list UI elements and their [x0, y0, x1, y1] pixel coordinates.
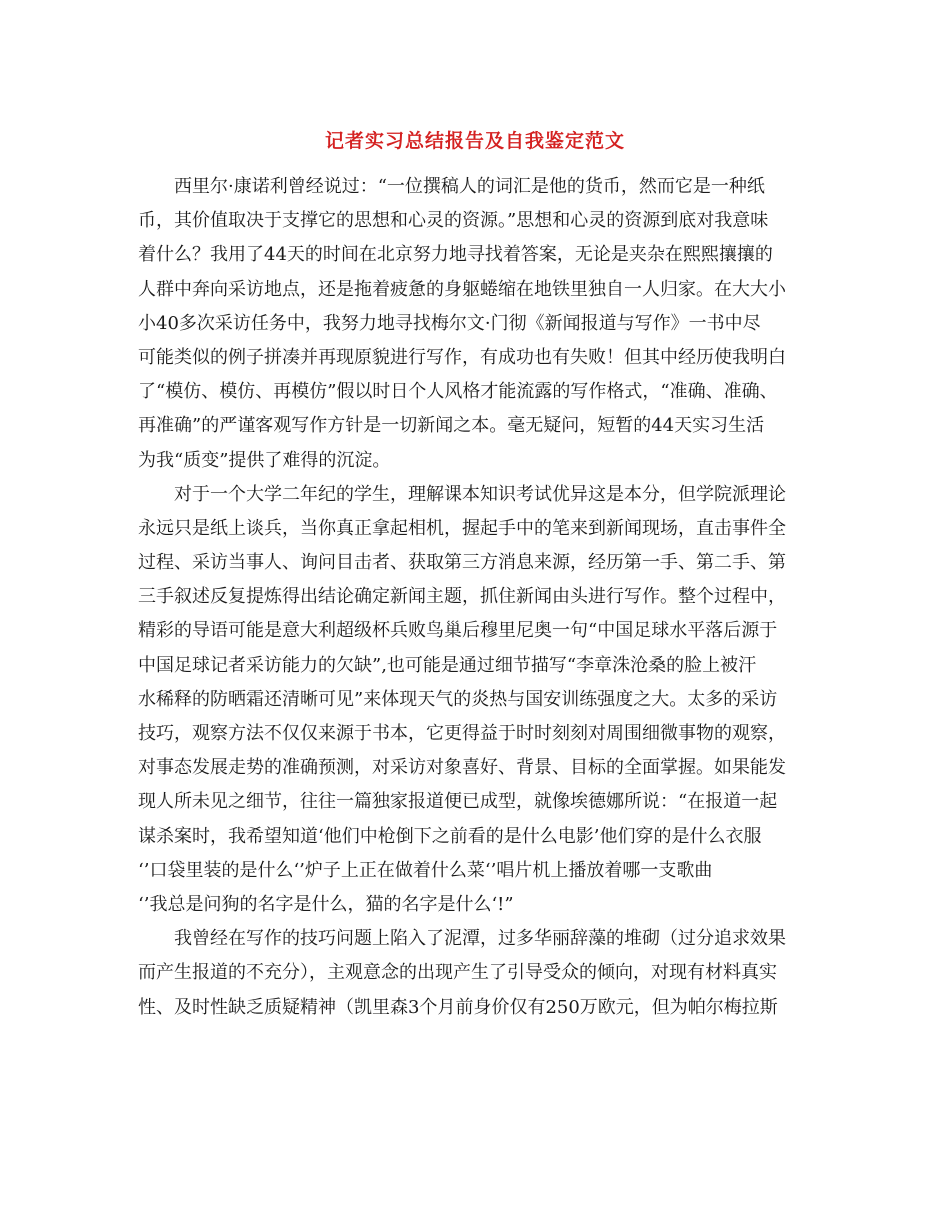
text-line: 水稀释的防晒霜还清晰可见”来体现天气的炎热与国安训练强度之大。太多的采访 — [138, 688, 778, 710]
text-line: 谋杀案时，我希望知道‘他们中枪倒下之前看的是什么电影’他们穿的是什么衣服 — [138, 825, 762, 847]
text-line: 西里尔·康诺利曾经说过：“一位撰稿人的词汇是他的货币，然而它是一种纸 — [174, 176, 765, 197]
text-line: 精彩的导语可能是意大利超级杯兵败鸟巢后穆里尼奥一句“中国足球水平落后源于 — [138, 620, 778, 642]
text-line: 技巧，观察方法不仅仅来源于书本，它更得益于时时刻刻对周围细微事物的观察， — [138, 723, 786, 744]
text-line: 了“模仿、模仿、再模仿”假以时日个人风格才能流露的写作格式，“准确、准确、 — [138, 381, 778, 403]
text-line: 为我“质变”提供了难得的沉淀。 — [138, 449, 391, 471]
text-line: 我曾经在写作的技巧问题上陷入了泥潭，过多华丽辞藻的堆砌（过分追求效果 — [174, 928, 786, 950]
text-line: 可能类似的例子拼凑并再现原貌进行写作，有成功也有失败！但其中经历使我明白 — [138, 346, 786, 368]
text-line: 小40多次采访任务中，我努力地寻找梅尔文·门彻《新闻报道与写作》一书中尽 — [138, 312, 761, 334]
text-line: 中国足球记者采访能力的欠缺”,也可能是通过细节描写“李章洙沧桑的脸上被汗 — [138, 654, 757, 676]
text-line: 着什么？我用了44天的时间在北京努力地寻找着答案，无论是夹杂在熙熙攘攘的 — [138, 244, 773, 266]
document-title: 记者实习总结报告及自我鉴定范文 — [324, 130, 625, 152]
text-line: ‘’口袋里装的是什么‘’炉子上正在做着什么菜‘’唱片机上播放着哪一支歌曲 — [138, 859, 713, 881]
text-line: 现人所未见之细节，往往一篇独家报道便已成型，就像埃德娜所说：“在报道一起 — [138, 791, 778, 813]
text-line: 三手叙述反复提炼得出结论确定新闻主题，抓住新闻由头进行写作。整个过程中， — [138, 586, 786, 608]
text-line: 人群中奔向采访地点，还是拖着疲惫的身躯蜷缩在地铁里独自一人归家。在大大小 — [138, 278, 786, 300]
text-line: 对于一个大学二年纪的学生，理解课本知识考试优异这是本分，但学院派理论 — [174, 483, 786, 505]
text-line: 性、及时性缺乏质疑精神（凯里森3个月前身价仅有250万欧元，但为帕尔梅拉斯 — [138, 996, 778, 1018]
text-line: 而产生报道的不充分），主观意念的出现产生了引导受众的倾向，对现有材料真实 — [138, 962, 777, 984]
document-body — [138, 170, 808, 1025]
text-line: 永远只是纸上谈兵，当你真正拿起相机，握起手中的笔来到新闻现场，直击事件全 — [138, 517, 786, 539]
text-line: ‘’我总是问狗的名字是什么，猫的名字是什么‘!” — [138, 893, 514, 915]
text-line: 币，其价值取决于支撑它的思想和心灵的资源。”思想和心灵的资源到底对我意味 — [138, 210, 769, 232]
text-line: 过程、采访当事人、询问目击者、获取第三方消息来源，经历第一手、第二手、第 — [138, 552, 786, 574]
text-line: 对事态发展走势的准确预测，对采访对象喜好、背景、目标的全面掌握。如果能发 — [138, 757, 786, 779]
text-line: 再准确”的严谨客观写作方针是一切新闻之本。毫无疑问，短暂的44天实习生活 — [138, 415, 765, 437]
